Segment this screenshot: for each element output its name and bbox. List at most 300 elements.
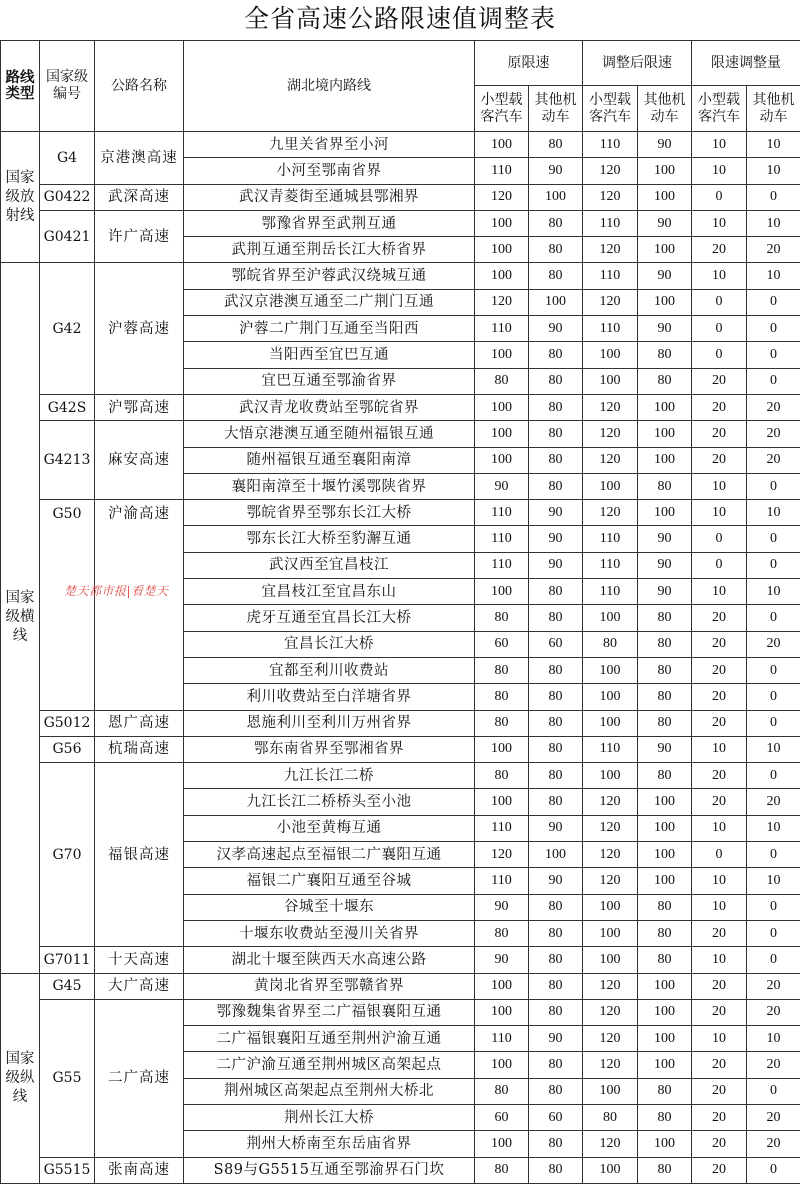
adj-other-cell: 100 (638, 184, 692, 210)
adj-other-cell: 90 (638, 736, 692, 762)
route-type-cell: 国家级放射线 (1, 132, 40, 263)
adj-other-cell: 100 (638, 815, 692, 841)
route-cell: 九里关省界至小河 (184, 132, 475, 158)
delta-other-cell: 10 (747, 263, 800, 289)
national-code-cell: G56 (40, 736, 95, 762)
delta-other-cell: 0 (747, 368, 800, 394)
table-row (1, 500, 800, 526)
highway-name-cell: 十天高速 (95, 947, 184, 973)
national-code-cell: G5012 (40, 710, 95, 736)
orig-other-cell: 90 (529, 526, 583, 552)
adj-other-cell: 90 (638, 526, 692, 552)
highway-name-cell: 麻安高速 (95, 421, 184, 500)
adj-other-cell: 80 (638, 947, 692, 973)
orig-other-cell: 80 (529, 210, 583, 236)
route-cell: 武汉青菱街至通城县鄂湘界 (184, 184, 475, 210)
orig-car-cell: 80 (475, 1078, 529, 1104)
delta-car-cell: 20 (692, 973, 747, 999)
adj-car-cell: 120 (583, 815, 638, 841)
highway-name-cell: 二广高速 (95, 999, 184, 1157)
adj-car-cell: 110 (583, 736, 638, 762)
orig-car-cell: 80 (475, 763, 529, 789)
delta-car-cell: 10 (692, 500, 747, 526)
adj-car-cell: 120 (583, 999, 638, 1025)
delta-car-cell: 10 (692, 894, 747, 920)
route-cell: 小河至鄂南省界 (184, 158, 475, 184)
orig-car-cell: 100 (475, 263, 529, 289)
orig-other-cell: 80 (529, 342, 583, 368)
adj-other-cell: 90 (638, 552, 692, 578)
adj-car-cell: 110 (583, 132, 638, 158)
table-row (1, 1157, 800, 1183)
delta-car-cell: 20 (692, 1052, 747, 1078)
orig-car-cell: 100 (475, 447, 529, 473)
delta-other-cell: 0 (747, 316, 800, 342)
delta-other-cell: 20 (747, 1104, 800, 1130)
orig-car-cell: 60 (475, 631, 529, 657)
adj-car-cell: 100 (583, 342, 638, 368)
adj-other-cell: 80 (638, 894, 692, 920)
adj-other-cell: 80 (638, 368, 692, 394)
adj-other-cell: 80 (638, 605, 692, 631)
adj-car-cell: 110 (583, 263, 638, 289)
adj-other-cell: 80 (638, 1078, 692, 1104)
delta-other-cell: 0 (747, 552, 800, 578)
orig-other-cell: 80 (529, 1052, 583, 1078)
route-cell: 宜昌长江大桥 (184, 631, 475, 657)
adj-car-cell: 100 (583, 368, 638, 394)
orig-car-cell: 80 (475, 684, 529, 710)
adj-other-cell: 100 (638, 1052, 692, 1078)
table-row (1, 263, 800, 289)
delta-car-cell: 10 (692, 736, 747, 762)
delta-other-cell: 10 (747, 210, 800, 236)
delta-other-cell: 0 (747, 1078, 800, 1104)
adj-other-cell: 80 (638, 710, 692, 736)
delta-other-cell: 10 (747, 736, 800, 762)
national-code-cell: G42S (40, 394, 95, 420)
orig-other-cell: 80 (529, 447, 583, 473)
delta-other-cell: 0 (747, 894, 800, 920)
orig-other-cell: 80 (529, 973, 583, 999)
delta-car-cell: 0 (692, 316, 747, 342)
route-cell: 利川收费站至白洋塘省界 (184, 684, 475, 710)
route-cell: 武汉京港澳互通至二广荆门互通 (184, 289, 475, 315)
delta-other-cell: 20 (747, 394, 800, 420)
adj-other-cell: 80 (638, 657, 692, 683)
adj-other-cell: 100 (638, 237, 692, 263)
route-cell: 宜昌枝江至宜昌东山 (184, 579, 475, 605)
delta-other-cell: 20 (747, 973, 800, 999)
orig-car-cell: 100 (475, 1131, 529, 1157)
national-code-cell: G70 (40, 763, 95, 947)
adj-other-cell: 100 (638, 500, 692, 526)
delta-car-cell: 10 (692, 473, 747, 499)
delta-other-cell: 0 (747, 184, 800, 210)
delta-car-cell: 20 (692, 605, 747, 631)
delta-other-cell: 0 (747, 1157, 800, 1183)
orig-other-cell: 80 (529, 684, 583, 710)
orig-car-cell: 60 (475, 1104, 529, 1130)
adj-car-cell: 110 (583, 552, 638, 578)
delta-other-cell: 0 (747, 289, 800, 315)
adj-other-cell: 100 (638, 1131, 692, 1157)
orig-other-cell: 80 (529, 789, 583, 815)
route-cell: 鄂东长江大桥至豹澥互通 (184, 526, 475, 552)
delta-car-cell: 20 (692, 710, 747, 736)
orig-other-cell: 80 (529, 394, 583, 420)
orig-car-cell: 110 (475, 1026, 529, 1052)
orig-other-cell: 90 (529, 316, 583, 342)
orig-car-cell: 80 (475, 368, 529, 394)
adj-other-cell: 100 (638, 973, 692, 999)
header-limit-change: 限速调整量 (692, 41, 800, 86)
adj-car-cell: 120 (583, 842, 638, 868)
orig-other-cell: 90 (529, 815, 583, 841)
delta-other-cell: 0 (747, 842, 800, 868)
adj-other-cell: 80 (638, 920, 692, 946)
orig-car-cell: 100 (475, 736, 529, 762)
orig-car-cell: 80 (475, 710, 529, 736)
delta-other-cell: 0 (747, 684, 800, 710)
national-code-cell: G5515 (40, 1157, 95, 1183)
adj-other-cell: 90 (638, 210, 692, 236)
national-code-cell: G0421 (40, 210, 95, 263)
delta-car-cell: 20 (692, 631, 747, 657)
orig-other-cell: 80 (529, 421, 583, 447)
orig-car-cell: 80 (475, 1157, 529, 1183)
speed-limit-table (0, 40, 800, 1184)
delta-car-cell: 10 (692, 263, 747, 289)
route-type-cell: 国家级纵线 (1, 973, 40, 1183)
orig-car-cell: 100 (475, 789, 529, 815)
delta-other-cell: 10 (747, 132, 800, 158)
delta-car-cell: 0 (692, 526, 747, 552)
adj-car-cell: 100 (583, 947, 638, 973)
route-cell: 黄岗北省界至鄂赣省界 (184, 973, 475, 999)
orig-car-cell: 90 (475, 894, 529, 920)
header-orig-other: 其他机动车 (529, 86, 583, 132)
orig-other-cell: 100 (529, 289, 583, 315)
table-row (1, 763, 800, 789)
adj-other-cell: 100 (638, 394, 692, 420)
adj-other-cell: 80 (638, 342, 692, 368)
orig-car-cell: 100 (475, 342, 529, 368)
adj-other-cell: 100 (638, 1026, 692, 1052)
orig-car-cell: 80 (475, 657, 529, 683)
highway-name-cell: 杭瑞高速 (95, 736, 184, 762)
delta-other-cell: 10 (747, 158, 800, 184)
national-code-cell: G0422 (40, 184, 95, 210)
delta-car-cell: 20 (692, 421, 747, 447)
adj-other-cell: 80 (638, 473, 692, 499)
newspaper-watermark: 楚天都市报|看楚天 (64, 582, 169, 599)
adj-car-cell: 100 (583, 920, 638, 946)
delta-car-cell: 10 (692, 158, 747, 184)
orig-car-cell: 110 (475, 158, 529, 184)
national-code-cell: G45 (40, 973, 95, 999)
adj-car-cell: 110 (583, 526, 638, 552)
orig-other-cell: 90 (529, 158, 583, 184)
adj-other-cell: 80 (638, 1157, 692, 1183)
orig-other-cell: 80 (529, 657, 583, 683)
adj-car-cell: 100 (583, 473, 638, 499)
route-cell: 汉孝高速起点至福银二广襄阳互通 (184, 842, 475, 868)
adj-car-cell: 110 (583, 579, 638, 605)
route-cell: 大悟京港澳互通至随州福银互通 (184, 421, 475, 447)
adj-car-cell: 120 (583, 237, 638, 263)
delta-other-cell: 20 (747, 631, 800, 657)
table-body (1, 132, 800, 1184)
route-cell: 谷城至十堰东 (184, 894, 475, 920)
route-cell: S89与G5515互通至鄂渝界石门坎 (184, 1157, 475, 1183)
header-highway-name: 公路名称 (95, 41, 184, 132)
national-code-cell: G4213 (40, 421, 95, 500)
route-cell: 荆州大桥南至东岳庙省界 (184, 1131, 475, 1157)
orig-other-cell: 80 (529, 894, 583, 920)
delta-car-cell: 20 (692, 920, 747, 946)
route-cell: 鄂豫魏集省界至二广福银襄阳互通 (184, 999, 475, 1025)
delta-other-cell: 0 (747, 763, 800, 789)
route-type-cell: 国家级横线 (1, 263, 40, 973)
orig-other-cell: 80 (529, 579, 583, 605)
adj-other-cell: 80 (638, 631, 692, 657)
delta-other-cell: 20 (747, 1052, 800, 1078)
adj-other-cell: 100 (638, 789, 692, 815)
highway-name-cell: 沪渝高速 (95, 500, 184, 710)
adj-other-cell: 90 (638, 316, 692, 342)
orig-car-cell: 80 (475, 920, 529, 946)
route-cell: 武汉青龙收费站至鄂皖省界 (184, 394, 475, 420)
delta-other-cell: 10 (747, 500, 800, 526)
route-cell: 荆州城区高架起点至荆州大桥北 (184, 1078, 475, 1104)
adj-car-cell: 110 (583, 316, 638, 342)
orig-other-cell: 80 (529, 920, 583, 946)
delta-car-cell: 20 (692, 394, 747, 420)
adj-other-cell: 100 (638, 421, 692, 447)
orig-car-cell: 100 (475, 1052, 529, 1078)
highway-name-cell: 许广高速 (95, 210, 184, 263)
table-header (1, 41, 800, 132)
orig-car-cell: 100 (475, 210, 529, 236)
orig-car-cell: 100 (475, 973, 529, 999)
orig-car-cell: 100 (475, 421, 529, 447)
delta-other-cell: 10 (747, 1026, 800, 1052)
delta-car-cell: 10 (692, 210, 747, 236)
orig-other-cell: 80 (529, 763, 583, 789)
orig-other-cell: 80 (529, 999, 583, 1025)
orig-car-cell: 100 (475, 394, 529, 420)
delta-car-cell: 0 (692, 842, 747, 868)
delta-car-cell: 10 (692, 815, 747, 841)
delta-car-cell: 20 (692, 684, 747, 710)
header-adjusted-limit: 调整后限速 (583, 41, 692, 86)
orig-other-cell: 80 (529, 473, 583, 499)
orig-other-cell: 80 (529, 1078, 583, 1104)
orig-car-cell: 110 (475, 815, 529, 841)
delta-other-cell: 0 (747, 710, 800, 736)
orig-car-cell: 90 (475, 473, 529, 499)
delta-other-cell: 20 (747, 1131, 800, 1157)
delta-car-cell: 0 (692, 552, 747, 578)
delta-other-cell: 0 (747, 605, 800, 631)
delta-other-cell: 0 (747, 473, 800, 499)
orig-car-cell: 110 (475, 868, 529, 894)
national-code-cell: G55 (40, 999, 95, 1157)
header-delta-car: 小型载客汽车 (692, 86, 747, 132)
route-cell: 二广沪渝互通至荆州城区高架起点 (184, 1052, 475, 1078)
highway-name-cell: 沪鄂高速 (95, 394, 184, 420)
delta-car-cell: 0 (692, 184, 747, 210)
adj-car-cell: 80 (583, 1104, 638, 1130)
adj-car-cell: 120 (583, 447, 638, 473)
orig-car-cell: 120 (475, 842, 529, 868)
header-route-type: 路线类型 (1, 41, 40, 132)
orig-other-cell: 90 (529, 552, 583, 578)
delta-car-cell: 20 (692, 237, 747, 263)
delta-car-cell: 0 (692, 342, 747, 368)
table-row (1, 210, 800, 236)
orig-car-cell: 120 (475, 289, 529, 315)
orig-other-cell: 80 (529, 1131, 583, 1157)
adj-car-cell: 120 (583, 1026, 638, 1052)
adj-other-cell: 80 (638, 1104, 692, 1130)
adj-other-cell: 100 (638, 868, 692, 894)
adj-other-cell: 100 (638, 447, 692, 473)
adj-car-cell: 100 (583, 1078, 638, 1104)
orig-other-cell: 80 (529, 947, 583, 973)
adj-other-cell: 90 (638, 579, 692, 605)
orig-car-cell: 100 (475, 237, 529, 263)
delta-other-cell: 20 (747, 789, 800, 815)
adj-car-cell: 120 (583, 868, 638, 894)
adj-car-cell: 100 (583, 894, 638, 920)
delta-car-cell: 10 (692, 132, 747, 158)
delta-other-cell: 10 (747, 579, 800, 605)
orig-other-cell: 80 (529, 736, 583, 762)
orig-car-cell: 100 (475, 132, 529, 158)
adj-car-cell: 100 (583, 710, 638, 736)
table-row (1, 710, 800, 736)
adj-car-cell: 80 (583, 631, 638, 657)
national-code-cell: G50 (40, 500, 95, 710)
delta-other-cell: 10 (747, 868, 800, 894)
highway-name-cell: 福银高速 (95, 763, 184, 947)
table-row (1, 947, 800, 973)
delta-car-cell: 20 (692, 789, 747, 815)
adj-other-cell: 100 (638, 289, 692, 315)
route-cell: 福银二广襄阳互通至谷城 (184, 868, 475, 894)
delta-car-cell: 20 (692, 1131, 747, 1157)
delta-car-cell: 20 (692, 447, 747, 473)
national-code-cell: G42 (40, 263, 95, 394)
orig-car-cell: 100 (475, 579, 529, 605)
route-cell: 宜巴互通至鄂渝省界 (184, 368, 475, 394)
orig-other-cell: 100 (529, 184, 583, 210)
orig-other-cell: 100 (529, 842, 583, 868)
table-row (1, 184, 800, 210)
highway-name-cell: 武深高速 (95, 184, 184, 210)
delta-other-cell: 20 (747, 237, 800, 263)
table-row (1, 999, 800, 1025)
route-cell: 随州福银互通至襄阳南漳 (184, 447, 475, 473)
orig-other-cell: 60 (529, 1104, 583, 1130)
route-cell: 当阳西至宜巴互通 (184, 342, 475, 368)
header-delta-other: 其他机动车 (747, 86, 800, 132)
delta-car-cell: 10 (692, 1026, 747, 1052)
header-hubei-route: 湖北境内路线 (184, 41, 475, 132)
national-code-cell: G4 (40, 132, 95, 185)
route-cell: 湖北十堰至陕西天水高速公路 (184, 947, 475, 973)
route-cell: 荆州长江大桥 (184, 1104, 475, 1130)
route-cell: 虎牙互通至宜昌长江大桥 (184, 605, 475, 631)
delta-car-cell: 0 (692, 289, 747, 315)
header-adj-other: 其他机动车 (638, 86, 692, 132)
orig-other-cell: 90 (529, 1026, 583, 1052)
adj-car-cell: 120 (583, 421, 638, 447)
orig-other-cell: 80 (529, 132, 583, 158)
orig-car-cell: 80 (475, 605, 529, 631)
delta-other-cell: 20 (747, 447, 800, 473)
route-cell: 十堰东收费站至漫川关省界 (184, 920, 475, 946)
delta-car-cell: 20 (692, 657, 747, 683)
highway-name-cell: 沪蓉高速 (95, 263, 184, 394)
adj-car-cell: 100 (583, 763, 638, 789)
delta-other-cell: 20 (747, 999, 800, 1025)
national-code-cell: G7011 (40, 947, 95, 973)
adj-car-cell: 120 (583, 184, 638, 210)
delta-other-cell: 0 (747, 526, 800, 552)
delta-car-cell: 20 (692, 763, 747, 789)
adj-other-cell: 100 (638, 999, 692, 1025)
orig-car-cell: 120 (475, 184, 529, 210)
adj-other-cell: 80 (638, 684, 692, 710)
route-cell: 宜都至利川收费站 (184, 657, 475, 683)
adj-car-cell: 100 (583, 605, 638, 631)
table-row (1, 973, 800, 999)
delta-car-cell: 20 (692, 368, 747, 394)
adj-other-cell: 90 (638, 263, 692, 289)
delta-other-cell: 0 (747, 342, 800, 368)
delta-car-cell: 20 (692, 1078, 747, 1104)
adj-other-cell: 100 (638, 842, 692, 868)
highway-name-cell: 张南高速 (95, 1157, 184, 1183)
delta-car-cell: 10 (692, 947, 747, 973)
orig-other-cell: 80 (529, 263, 583, 289)
orig-other-cell: 80 (529, 368, 583, 394)
orig-other-cell: 80 (529, 237, 583, 263)
table-row (1, 421, 800, 447)
header-orig-car: 小型载客汽车 (475, 86, 529, 132)
route-cell: 九江长江二桥 (184, 763, 475, 789)
adj-car-cell: 100 (583, 1157, 638, 1183)
route-cell: 武荆互通至荆岳长江大桥省界 (184, 237, 475, 263)
orig-other-cell: 80 (529, 710, 583, 736)
adj-car-cell: 120 (583, 289, 638, 315)
delta-other-cell: 20 (747, 421, 800, 447)
adj-car-cell: 120 (583, 158, 638, 184)
orig-car-cell: 110 (475, 500, 529, 526)
table-row (1, 394, 800, 420)
orig-car-cell: 110 (475, 526, 529, 552)
table-row (1, 132, 800, 158)
route-cell: 鄂皖省界至沪蓉武汉绕城互通 (184, 263, 475, 289)
orig-other-cell: 90 (529, 500, 583, 526)
orig-car-cell: 110 (475, 552, 529, 578)
orig-other-cell: 80 (529, 1157, 583, 1183)
orig-other-cell: 60 (529, 631, 583, 657)
delta-car-cell: 20 (692, 1157, 747, 1183)
